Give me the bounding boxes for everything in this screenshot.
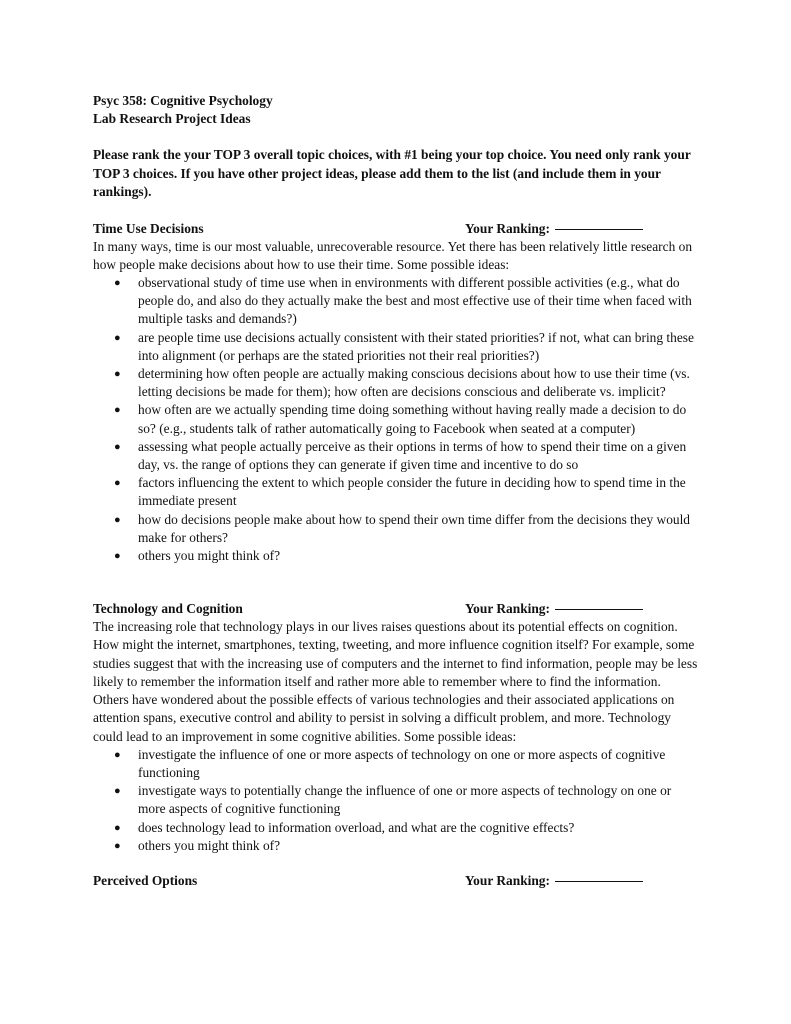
section-header bbox=[93, 600, 699, 618]
idea-list bbox=[93, 274, 699, 565]
idea-text: how often are we actually spending time doing something without having really made a decision to do so? (e.g., students talk of rather automatically going to Facebook when seated at a computer) bbox=[138, 402, 687, 436]
section-description: In many ways, time is our most valuable, unrecoverable resource. Yet there has been relatively little research on how people make decisions about how to use their time. Some possible ideas: bbox=[93, 238, 693, 272]
section-perceived-options bbox=[93, 872, 699, 890]
ranking-label: Your Ranking: bbox=[465, 872, 550, 888]
list-item bbox=[114, 438, 699, 474]
document-page bbox=[93, 92, 699, 890]
ranking-field[interactable] bbox=[465, 220, 643, 238]
list-item bbox=[114, 474, 699, 510]
idea-list bbox=[93, 746, 699, 855]
list-item bbox=[114, 274, 699, 329]
bullet-icon: ● bbox=[114, 477, 121, 490]
section-header bbox=[93, 872, 699, 890]
bullet-icon: ● bbox=[114, 821, 121, 834]
list-item bbox=[114, 819, 699, 837]
bullet-icon: ● bbox=[114, 839, 121, 852]
ranking-blank[interactable] bbox=[555, 881, 643, 882]
bullet-icon: ● bbox=[114, 404, 121, 417]
ranking-instructions: Please rank the your TOP 3 overall topic choices, with #1 being your top choice. You need only rank your TOP 3 choices. If you have other project ideas, please add them to the list (and include them in your rankings). bbox=[93, 147, 691, 200]
list-item bbox=[114, 511, 699, 547]
idea-text: others you might think of? bbox=[138, 837, 281, 853]
list-item bbox=[114, 547, 699, 565]
list-item bbox=[114, 365, 699, 401]
section-technology-and-cognition bbox=[93, 600, 699, 855]
section-title: Time Use Decisions bbox=[93, 220, 204, 236]
idea-text: does technology lead to information overload, and what are the cognitive effects? bbox=[138, 819, 575, 835]
idea-text: are people time use decisions actually consistent with their stated priorities? if not, what can bring these into alignment (or perhaps are the stated priorities not their real priorities?) bbox=[138, 329, 694, 363]
ranking-field[interactable] bbox=[465, 872, 643, 890]
idea-text: assessing what people actually perceive as their options in terms of how to spend their time on a given day, vs. the range of options they can generate if given time and incentive to do so bbox=[138, 438, 687, 473]
idea-text: determining how often people are actually making conscious decisions about how to use their time (vs. letting decisions be made for them); how often are decisions conscious and deliberate vs. implicit? bbox=[138, 366, 690, 400]
bullet-icon: ● bbox=[114, 368, 121, 381]
idea-text: investigate ways to potentially change the influence of one or more aspects of technology on one or more aspects of cognitive functioning bbox=[138, 783, 672, 817]
ranking-blank[interactable] bbox=[555, 609, 643, 610]
bullet-icon: ● bbox=[114, 785, 121, 798]
section-title: Perceived Options bbox=[93, 872, 198, 888]
section-time-use-decisions bbox=[93, 220, 699, 566]
ranking-label: Your Ranking: bbox=[465, 220, 550, 236]
idea-text: how do decisions people make about how to spend their own time differ from the decisions they would make for others? bbox=[138, 511, 691, 545]
bullet-icon: ● bbox=[114, 277, 121, 290]
idea-text: others you might think of? bbox=[138, 548, 281, 564]
idea-text: factors influencing the extent to which people consider the future in deciding how to spend time in the immediate present bbox=[138, 475, 686, 509]
document-subtitle: Lab Research Project Ideas bbox=[93, 111, 251, 127]
list-item bbox=[114, 746, 699, 782]
section-header bbox=[93, 220, 699, 238]
ranking-field[interactable] bbox=[465, 600, 643, 618]
list-item bbox=[114, 329, 699, 365]
list-item bbox=[114, 837, 699, 855]
list-item bbox=[114, 401, 699, 437]
section-description: The increasing role that technology plays in our lives raises questions about its potential effects on cognition. How might the internet, smartphones, texting, tweeting, and more influence cognition itself? For example, some studies suggest that with the increasing use of computers and the internet to find information, people may be less likely to remember the information itself and rather more able to remember where to find the information. Others have wondered about the possible effects of various technologies and their associated applications on attention spans, executive control and ability to persist in solving a difficult problem, and more. Technology could lead to an improvement in some cognitive abilities. Some possible ideas: bbox=[93, 619, 698, 744]
bullet-icon: ● bbox=[114, 748, 121, 761]
bullet-icon: ● bbox=[114, 440, 121, 453]
course-title: Psyc 358: Cognitive Psychology bbox=[93, 93, 273, 108]
bullet-icon: ● bbox=[114, 513, 121, 526]
bullet-icon: ● bbox=[114, 550, 121, 563]
ranking-blank[interactable] bbox=[555, 229, 643, 230]
document-header bbox=[93, 92, 699, 128]
list-item bbox=[114, 782, 699, 818]
idea-text: observational study of time use when in environments with different possible activities (e.g., what do people do, and also do they actually make the best and most effective use of their time when faced with multiple tasks and demands?) bbox=[138, 275, 692, 327]
bullet-icon: ● bbox=[114, 331, 121, 344]
ranking-label: Your Ranking: bbox=[465, 601, 550, 617]
section-title: Technology and Cognition bbox=[93, 601, 243, 617]
idea-text: investigate the influence of one or more aspects of technology on one or more aspects of cognitive functioning bbox=[138, 746, 666, 780]
